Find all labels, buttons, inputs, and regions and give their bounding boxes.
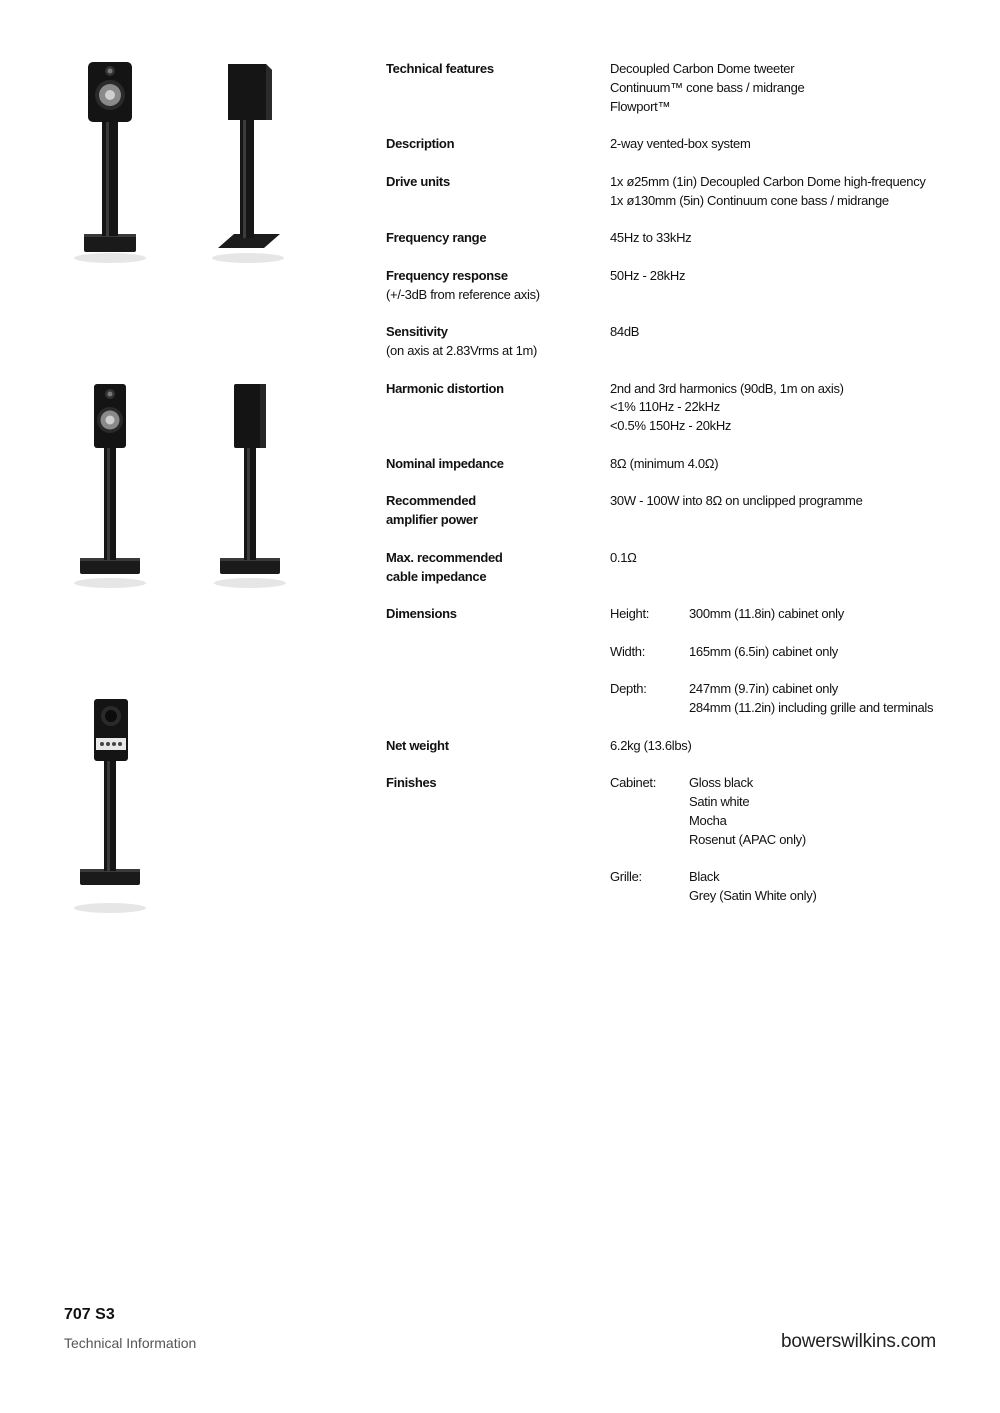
spec-value: Gloss black xyxy=(689,775,753,791)
spec-value: 2nd and 3rd harmonics (90dB, 1m on axis) xyxy=(610,380,844,396)
spec-label: Nominal impedance xyxy=(386,455,504,471)
speaker-front-on-stand-image xyxy=(70,58,150,268)
spec-sub-key: Height: xyxy=(610,606,650,622)
spec-value: 6.2kg (13.6lbs) xyxy=(610,737,692,753)
spec-value: Flowport™ xyxy=(610,98,671,114)
spec-sub-key: Depth: xyxy=(610,681,647,697)
spec-row xyxy=(386,60,966,116)
speaker-side-on-stand-image xyxy=(208,58,288,268)
spec-value: 1x ø130mm (5in) Continuum cone bass / midrange xyxy=(610,192,889,208)
spec-value: 50Hz - 28kHz xyxy=(610,267,686,283)
speaker-front-on-stand-image xyxy=(70,378,150,593)
spec-sub-row xyxy=(610,680,966,718)
spec-label-cell xyxy=(386,135,610,154)
spec-value: Mocha xyxy=(689,812,727,828)
spec-value-cell xyxy=(610,737,966,756)
spec-value-cell xyxy=(610,774,966,906)
spec-value: Satin white xyxy=(689,794,750,810)
spec-value: 84dB xyxy=(610,324,640,340)
spec-sub-key: Grille: xyxy=(610,869,642,885)
spec-label: Description xyxy=(386,136,455,152)
spec-value: 284mm (11.2in) including grille and terminals xyxy=(689,700,934,716)
spec-label-cell xyxy=(386,229,610,248)
spec-row xyxy=(386,774,966,906)
spec-sub-key: Cabinet: xyxy=(610,775,657,791)
website-link[interactable]: bowerswilkins.com xyxy=(781,1331,936,1352)
spec-value: <0.5% 150Hz - 20kHz xyxy=(610,418,732,434)
spec-value-cell xyxy=(610,60,966,116)
spec-sub-value xyxy=(689,868,966,906)
spec-label-cell xyxy=(386,173,610,211)
spec-sub-row xyxy=(610,605,966,624)
spec-table xyxy=(386,60,966,925)
spec-value: 1x ø25mm (1in) Decoupled Carbon Dome high-frequency xyxy=(610,173,926,189)
spec-label: Max. recommended xyxy=(386,549,503,565)
spec-value-cell xyxy=(610,605,966,718)
spec-label: cable impedance xyxy=(386,568,487,584)
spec-value: Decoupled Carbon Dome tweeter xyxy=(610,61,795,76)
spec-row xyxy=(386,229,966,248)
spec-label: Technical features xyxy=(386,61,494,76)
spec-label-cell xyxy=(386,549,610,587)
document-subtitle: Technical Information xyxy=(64,1335,197,1351)
spec-label-cell xyxy=(386,380,610,436)
spec-value: Black xyxy=(689,869,720,885)
model-name: 707 S3 xyxy=(64,1306,115,1323)
spec-sub-row xyxy=(610,774,966,849)
spec-value: Continuum™ cone bass / midrange xyxy=(610,79,805,95)
spec-value-cell xyxy=(610,549,966,587)
spec-note: (+/-3dB from reference axis) xyxy=(386,286,540,302)
spec-note: (on axis at 2.83Vrms at 1m) xyxy=(386,342,538,358)
spec-row xyxy=(386,492,966,530)
spec-label: Recommended xyxy=(386,493,476,509)
spec-value: <1% 110Hz - 22kHz xyxy=(610,399,720,415)
spec-value-cell xyxy=(610,323,966,361)
spec-row xyxy=(386,605,966,718)
spec-value: Rosenut (APAC only) xyxy=(689,831,806,847)
spec-label-cell xyxy=(386,492,610,530)
spec-row xyxy=(386,737,966,756)
spec-sub-value xyxy=(689,680,966,718)
spec-row xyxy=(386,380,966,436)
spec-value-cell xyxy=(610,173,966,211)
spec-sub-row xyxy=(610,868,966,906)
spec-label: Frequency response xyxy=(386,267,508,283)
spec-value: 300mm (11.8in) cabinet only xyxy=(689,606,844,622)
spec-value: 8Ω (minimum 4.0Ω) xyxy=(610,455,719,471)
speaker-rear-on-stand-image xyxy=(70,693,150,918)
spec-value-cell xyxy=(610,135,966,154)
spec-value-cell xyxy=(610,380,966,436)
spec-row xyxy=(386,267,966,305)
spec-value: Grey (Satin White only) xyxy=(689,888,817,904)
spec-sub-value xyxy=(689,774,966,849)
spec-label: Harmonic distortion xyxy=(386,380,504,396)
spec-value: 0.1Ω xyxy=(610,549,637,565)
spec-label-cell xyxy=(386,737,610,756)
spec-value: 45Hz to 33kHz xyxy=(610,230,692,246)
spec-label-cell xyxy=(386,267,610,305)
spec-label-cell xyxy=(386,774,610,906)
spec-label: Frequency range xyxy=(386,230,487,246)
spec-row xyxy=(386,455,966,474)
spec-label-cell xyxy=(386,60,610,116)
spec-value: 165mm (6.5in) cabinet only xyxy=(689,643,839,659)
spec-value: 2-way vented-box system xyxy=(610,136,751,152)
spec-sub-row xyxy=(610,643,966,662)
spec-value-cell xyxy=(610,455,966,474)
spec-sub-value xyxy=(689,643,966,662)
spec-label-cell xyxy=(386,605,610,718)
spec-value-cell xyxy=(610,492,966,530)
spec-label-cell xyxy=(386,323,610,361)
spec-label-cell xyxy=(386,455,610,474)
spec-label: Sensitivity xyxy=(386,324,448,340)
spec-label: Drive units xyxy=(386,173,450,189)
spec-label: Net weight xyxy=(386,737,449,753)
spec-value-cell xyxy=(610,229,966,248)
spec-value-cell xyxy=(610,267,966,305)
spec-row xyxy=(386,323,966,361)
spec-value: 30W - 100W into 8Ω on unclipped programme xyxy=(610,493,863,509)
spec-label: Dimensions xyxy=(386,606,457,622)
spec-sub-value xyxy=(689,605,966,624)
spec-row xyxy=(386,135,966,154)
product-images xyxy=(0,0,340,960)
spec-label: Finishes xyxy=(386,775,437,791)
spec-row xyxy=(386,173,966,211)
spec-sub-key: Width: xyxy=(610,643,646,659)
spec-value: 247mm (9.7in) cabinet only xyxy=(689,681,839,697)
spec-row xyxy=(386,549,966,587)
speaker-side-on-stand-image xyxy=(210,378,290,593)
spec-label: amplifier power xyxy=(386,512,478,528)
